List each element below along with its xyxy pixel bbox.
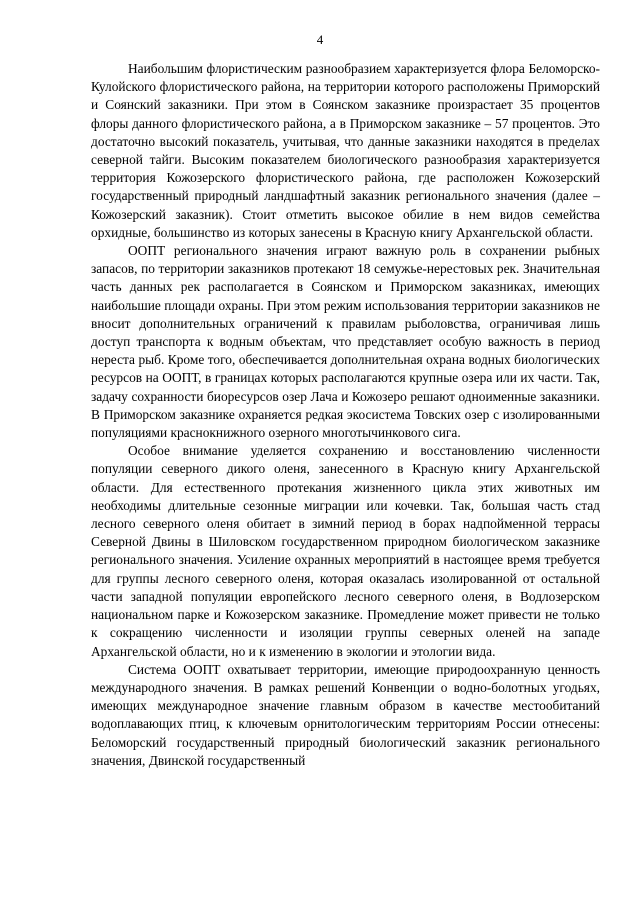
paragraph-fish-stocks: ООПТ регионального значения играют важную роль в сохранении рыбных запасов, по территории заказников протекают 18 семужье-нерестовых рек. Значительная часть данных рек располагается в Соянском и Приморском заказниках, имеющих наибольшие площади охраны. При этом режим использования территории заказников не вносит дополнительных ограничений к правилам рыболовства, ограничивая лишь доступ транспорта к водным объектам, что представляет особую важность в период нереста рыб. Кроме того, обеспечивается дополнительная охрана водных биологических ресурсов на ООПТ, в границах которых располагаются крупные озера или их части. Так, задачу сохранности биоресурсов озер Лача и Кожозеро решают одноименные заказники. В Приморском заказнике охраняется редкая экосистема Товских озер с изолированными популяциями краснокнижного озерного многотычинкового сига. [91,243,600,441]
paragraph-flora-diversity: Наибольшим флористическим разнообразием характеризуется флора Беломорско-Кулойского флористического района, на территории которого расположены Приморский и Соянский заказники. При этом в Соянском заказнике произрастает 35 процентов флоры данного флористического района, а в Приморском заказнике – 57 процентов. Это достаточно высокий показатель, учитывая, что данные заказники находятся в пределах северной тайги. Высоким показателем биологического разнообразия характеризуется территория Кожозерского флористического района, где расположен Кожозерский государственный природный ландшафтный заказник регионального значения (далее – Кожозерский заказник). Стоит отметить высокое обилие в нем видов семейства орхидные, большинство из которых занесены в Красную книгу Архангельской области. [91,61,600,240]
paragraph-reindeer-population: Особое внимание уделяется сохранению и восстановлению численности популяции северного дикого оленя, занесенного в Красную книгу Архангельской области. Для естественного протекания жизненного цикла этих животных им необходимы длительные сезонные миграции или кочевки. Так, большая часть стад лесного северного оленя обитает в зимний период в борах надпойменной террасы Северной Двины в Шиловском государственном природном биологическом заказнике регионального значения. Усиление охранных мероприятий в настоящее время требуется для группы лесного северного оленя, которая оказалась изолированной от остальной части западной популяции европейского лесного северного оленя, в Водлозерском национальном парке и Кожозерском заказнике. Промедление может привести не только к сокращению численности и изоляции группы северных оленей на западе Архангельской области, но и к изменению в экологии и этологии вида. [91,443,600,659]
document-body [91,60,600,770]
page-number: 4 [316,32,324,47]
paragraph-international-significance: Система ООПТ охватывает территории, имеющие природоохранную ценность международного значения. В рамках решений Конвенции о водно-болотных угодьях, имеющих международное значение главным образом в качестве местообитаний водоплавающих птиц, к ключевым орнитологическим территориям России отнесены: Беломорский государственный природный биологический заказник регионального значения, Двинской государственный [91,661,600,768]
